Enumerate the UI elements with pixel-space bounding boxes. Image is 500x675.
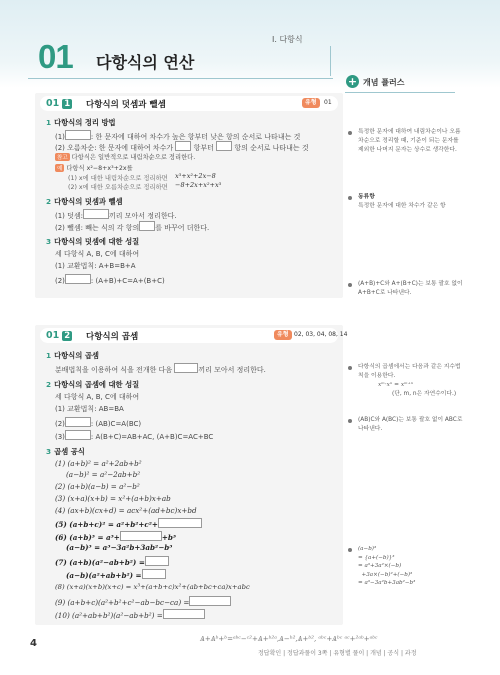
blank-box[interactable] xyxy=(65,430,91,440)
note-6: (a−b)³ = {a+(−b)}³ = a³+3a²×(−b) +3a×(−b)²+(−b)³ = a³−3a²b+3ab²−b³ xyxy=(358,546,416,586)
s2-heading-1: 1 다항식의 곱셈 xyxy=(46,351,99,360)
formula-10: (10) (a²+ab+b²)(a²−ab+b²) = xyxy=(55,609,205,620)
section2-number: 01 2 xyxy=(46,330,71,341)
s2-line-4: (2) : (AB)C=A(BC) xyxy=(55,417,141,428)
note-2-title: 동류항 xyxy=(358,194,375,200)
formula-1b: (a−b)² = a²−2ab+b² xyxy=(66,470,141,479)
sidebar-title: 개념 플러스 xyxy=(363,78,405,87)
footer-formula-strip: Ѧ+Ѧᵇ+ᵇ=ᵃᵇᶜ−ᶜ²+Ѧ+ᵇ²ᵃ,Ѧ−ᵇ²,Ѧ+ᵇ², ᵃᵇᶜ+Ѧᵇᶜ ᵃᶜ+²ᵃᵇ+ᵃᵇᶜ xyxy=(200,635,378,643)
formula-3: (3) (x+a)(x+b) = x²+(a+b)x+ab xyxy=(55,494,171,503)
note-bullet xyxy=(348,196,352,200)
s1-ex1-value: x³+x²+2x−8 xyxy=(175,172,216,180)
s1-heading-3: 3 다항식의 덧셈에 대한 성질 xyxy=(46,237,140,246)
s1-heading-1: 1 다항식의 정리 방법 xyxy=(46,118,116,127)
note-bullet xyxy=(348,366,352,370)
breadcrumb-divider xyxy=(330,46,331,76)
page-number: 4 xyxy=(30,638,37,649)
blank-box[interactable] xyxy=(83,209,109,219)
formula-7b: (a−b)(a²+ab+b²) = xyxy=(66,569,166,580)
plus-icon: + xyxy=(347,75,358,88)
note-3: (A+B)+C와 A+(B+C)는 보통 괄호 없이 A+B+C로 나타낸다. xyxy=(358,281,463,296)
blank-box[interactable] xyxy=(158,518,202,528)
section1-badge: 유형 xyxy=(302,98,320,108)
section1-title: 다항식의 덧셈과 뺄셈 xyxy=(86,100,166,110)
s1-example-head: 예 다항식 x²−8+x³+2x를 xyxy=(57,165,133,172)
formula-4: (4) (ax+b)(cx+d) = acx²+(ad+bc)x+bd xyxy=(55,506,197,515)
s2-heading-3: 3 곱셈 공식 xyxy=(46,447,85,456)
formula-9: (9) (a+b+c)(a²+b²+c²−ab−bc−ca) = xyxy=(55,596,231,607)
s2-line-5: (3) : A(B+C)=AB+AC, (A+B)C=AC+BC xyxy=(55,430,213,441)
footer-caption: 정답확인 | 정답과풀이 3쪽 | 유형별 풀이 | 개념 | 공식 | 과정 xyxy=(258,650,417,657)
blank-box[interactable] xyxy=(216,141,232,151)
note-5: (AB)C와 A(BC)는 보통 괄호 없이 ABC로 나타낸다. xyxy=(358,417,463,432)
s1-heading-2: 2 다항식의 덧셈과 뺄셈 xyxy=(46,197,123,206)
chapter-number: 01 xyxy=(38,38,73,75)
blank-box[interactable] xyxy=(189,596,231,606)
note-bullet xyxy=(348,548,352,552)
s2-line-1: 분배법칙을 이용하여 식을 전개한 다음 끼리 모아서 정리한다. xyxy=(55,363,266,375)
s1-line-7: (2) : (A+B)+C=A+(B+C) xyxy=(55,274,165,285)
blank-box[interactable] xyxy=(174,363,198,373)
note-bullet xyxy=(348,283,352,287)
section1-badge-extra: 01 xyxy=(324,99,332,106)
blank-box[interactable] xyxy=(163,609,205,619)
s2-line-3: (1) 교환법칙: AB=BA xyxy=(55,405,124,413)
s1-line-4: (2) 뺄셈: 빼는 식의 각 항의 를 바꾸어 더한다. xyxy=(55,221,209,233)
blank-box[interactable] xyxy=(139,221,155,231)
s1-ref: 참고 다항식은 일반적으로 내림차순으로 정리한다. xyxy=(57,154,196,161)
ref-tag: 참고 xyxy=(57,155,68,161)
section2-badge: 유형 xyxy=(274,330,292,340)
example-tag: 예 xyxy=(57,166,63,172)
note-bullet xyxy=(348,419,352,423)
blank-box[interactable] xyxy=(145,556,169,566)
blank-box[interactable] xyxy=(120,531,162,541)
note-4-formula: xᵐ·xⁿ = xᵐ⁺ⁿ xyxy=(378,382,414,388)
breadcrumb: Ⅰ. 다항식 xyxy=(272,35,303,44)
s1-line-6: (1) 교환법칙: A+B=B+A xyxy=(55,262,136,270)
note-2: 특정한 문자에 대한 차수가 같은 항 xyxy=(358,203,446,209)
s1-ex2-value: −8+2x+x²+x³ xyxy=(175,181,222,189)
note-4-cond: (단, m, n은 자연수이다.) xyxy=(392,391,457,397)
formula-1a: (1) (a+b)² = a²+2ab+b² xyxy=(55,459,142,468)
chapter-title: 다항식의 연산 xyxy=(96,53,195,72)
s2-line-2: 세 다항식 A, B, C에 대하여 xyxy=(55,393,140,401)
s1-ex2: (2) x에 대한 오름차순으로 정리하면 xyxy=(68,184,168,191)
section1-bar xyxy=(40,96,338,111)
note-1: 특정한 문자에 대하여 내림차순이나 오름차순으로 정리할 때, 기준이 되는 문자를 제외한 나머지 문자는 상수로 생각한다. xyxy=(358,129,461,153)
formula-6b: (a−b)³ = a³−3a²b+3ab²−b³ xyxy=(66,543,173,552)
blank-box[interactable] xyxy=(142,569,166,579)
note-bullet xyxy=(348,131,352,135)
note-4: 다항식의 곱셈에서는 다음과 같은 지수법칙을 이용한다. xyxy=(358,364,461,379)
section1-number: 01 1 xyxy=(46,98,71,109)
formula-2: (2) (a+b)(a−b) = a²−b² xyxy=(55,482,140,491)
section2-title: 다항식의 곱셈 xyxy=(86,332,139,342)
s1-line-1: (1) : 한 문자에 대하여 차수가 높은 항부터 낮은 항의 순서로 나타내는 것 xyxy=(55,130,300,142)
formula-6a: (6) (a+b)³ = a³+ +b³ xyxy=(55,533,177,542)
blank-box[interactable] xyxy=(65,130,91,140)
formula-7a: (7) (a+b)(a²−ab+b²) = xyxy=(55,556,169,567)
formula-8: (8) (x+a)(x+b)(x+c) = x³+(a+b+c)x²+(ab+bc+ca)x+abc xyxy=(55,583,250,591)
sidebar-divider xyxy=(345,92,455,93)
s2-heading-2: 2 다항식의 곱셈에 대한 성질 xyxy=(46,380,140,389)
blank-box[interactable] xyxy=(65,274,91,284)
s1-line-2: (2) 오름차순: 한 문자에 대하여 차수가 항부터 항의 순서로 나타내는 것 xyxy=(55,141,309,153)
blank-box[interactable] xyxy=(175,141,191,151)
blank-box[interactable] xyxy=(65,417,91,427)
s1-line-3: (1) 덧셈: 끼리 모아서 정리한다. xyxy=(55,209,177,221)
chapter-header-band xyxy=(0,0,500,88)
s1-line-5: 세 다항식 A, B, C에 대하여 xyxy=(55,250,140,258)
section2-badge-extra: 02, 03, 04, 08, 14 xyxy=(294,331,348,338)
s1-ex1: (1) x에 대한 내림차순으로 정리하면 xyxy=(68,175,168,182)
header-divider xyxy=(28,78,333,79)
formula-5: (5) (a+b+c)² = a²+b²+c²+ xyxy=(55,518,202,529)
